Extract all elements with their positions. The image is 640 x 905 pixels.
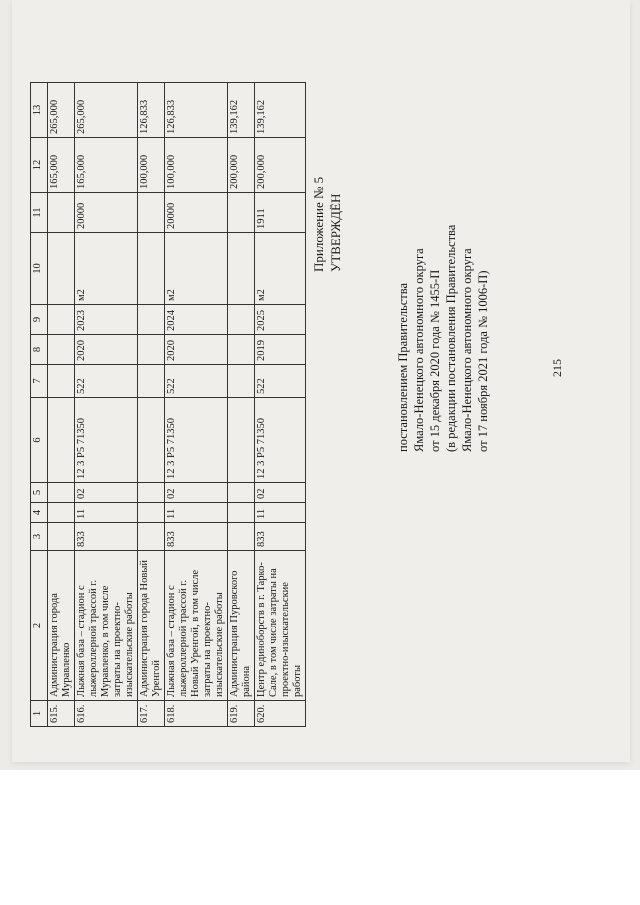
table-cell: 02 bbox=[165, 483, 228, 503]
table-cell: 2023 bbox=[75, 305, 138, 335]
table-row bbox=[255, 83, 306, 727]
table-cell: 833 bbox=[75, 523, 138, 551]
table-cell: 126,833 bbox=[165, 83, 228, 138]
column-number-cell: 6 bbox=[31, 398, 48, 483]
table-cell: 200,000 bbox=[255, 138, 306, 193]
table-cell: 11 bbox=[75, 503, 138, 523]
table-cell: 165,000 bbox=[75, 138, 138, 193]
approval-line: постановлением Правительства bbox=[396, 282, 410, 452]
row-number-cell: 616. bbox=[75, 701, 138, 727]
table-cell bbox=[228, 398, 255, 483]
table-cell: 265,000 bbox=[75, 83, 138, 138]
table-cell: 02 bbox=[75, 483, 138, 503]
table-cell bbox=[48, 523, 75, 551]
table-cell bbox=[48, 233, 75, 305]
row-number-cell: 618. bbox=[165, 701, 228, 727]
table-cell: 11 bbox=[165, 503, 228, 523]
table-cell bbox=[48, 503, 75, 523]
table-cell bbox=[48, 193, 75, 233]
table-cell: 20000 bbox=[165, 193, 228, 233]
table-cell: 12 3 P5 71350 bbox=[255, 398, 306, 483]
table-cell: м2 bbox=[165, 233, 228, 305]
column-number-cell: 4 bbox=[31, 503, 48, 523]
table-cell bbox=[228, 365, 255, 398]
table-row bbox=[48, 83, 75, 727]
table-cell: 02 bbox=[255, 483, 306, 503]
approval-line: (в редакции постановления Правительства bbox=[444, 224, 458, 452]
table-cell: м2 bbox=[255, 233, 306, 305]
table-cell bbox=[48, 365, 75, 398]
table-cell bbox=[228, 193, 255, 233]
name-cell: Администрация города Новый Уренгой bbox=[138, 551, 165, 701]
table-cell: 522 bbox=[255, 365, 306, 398]
table-cell: 100,000 bbox=[165, 138, 228, 193]
table-cell: 11 bbox=[255, 503, 306, 523]
name-cell: Администрация города Муравленко bbox=[48, 551, 75, 701]
column-number-cell: 10 bbox=[31, 233, 48, 305]
table-cell: 2024 bbox=[165, 305, 228, 335]
budget-table bbox=[30, 82, 306, 727]
table-cell bbox=[138, 193, 165, 233]
table-row bbox=[138, 83, 165, 727]
table-cell bbox=[138, 335, 165, 365]
table-row bbox=[75, 83, 138, 727]
table-cell: 265,000 bbox=[48, 83, 75, 138]
blank-margin bbox=[0, 770, 640, 905]
column-number-row bbox=[31, 83, 48, 727]
table-cell: 833 bbox=[255, 523, 306, 551]
table-cell: 522 bbox=[75, 365, 138, 398]
name-cell: Лыжная база – стадион с лыжероллерной трассой г. Муравленко, в том числе затраты на проектно-изыскательские работы bbox=[75, 551, 138, 701]
column-number-cell: 12 bbox=[31, 138, 48, 193]
row-number-cell: 619. bbox=[228, 701, 255, 727]
table-cell bbox=[138, 398, 165, 483]
table-cell: 2020 bbox=[165, 335, 228, 365]
table-cell bbox=[228, 305, 255, 335]
table-cell bbox=[228, 523, 255, 551]
approved-label: УТВЕРЖДЁН bbox=[328, 193, 343, 272]
name-cell: Администрация Пуровского района bbox=[228, 551, 255, 701]
table-cell: 165,000 bbox=[48, 138, 75, 193]
table-cell: 522 bbox=[165, 365, 228, 398]
row-number-cell: 617. bbox=[138, 701, 165, 727]
column-number-cell: 9 bbox=[31, 305, 48, 335]
column-number-cell: 8 bbox=[31, 335, 48, 365]
column-number-cell: 3 bbox=[31, 523, 48, 551]
table-cell: 12 3 P5 71350 bbox=[165, 398, 228, 483]
table-cell bbox=[138, 305, 165, 335]
row-number-cell: 615. bbox=[48, 701, 75, 727]
page-number: 215 bbox=[550, 359, 564, 377]
table-cell: м2 bbox=[75, 233, 138, 305]
table-cell: 100,000 bbox=[138, 138, 165, 193]
table-cell: 200,000 bbox=[228, 138, 255, 193]
table-cell: 139,162 bbox=[255, 83, 306, 138]
table-cell: 139,162 bbox=[228, 83, 255, 138]
rotated-page-content bbox=[20, 12, 620, 752]
column-number-cell: 2 bbox=[31, 551, 48, 701]
row-number-cell: 620. bbox=[255, 701, 306, 727]
approval-line: Ямало-Ненецкого автономного округа bbox=[460, 248, 474, 452]
table-cell: 833 bbox=[165, 523, 228, 551]
column-number-cell: 13 bbox=[31, 83, 48, 138]
table-cell bbox=[228, 483, 255, 503]
appendix-number: Приложение № 5 bbox=[311, 176, 326, 272]
table-cell bbox=[138, 523, 165, 551]
table-cell bbox=[138, 483, 165, 503]
table-cell: 2020 bbox=[75, 335, 138, 365]
table-cell: 2019 bbox=[255, 335, 306, 365]
column-number-cell: 5 bbox=[31, 483, 48, 503]
table-row bbox=[165, 83, 228, 727]
column-number-cell: 7 bbox=[31, 365, 48, 398]
table-cell bbox=[228, 233, 255, 305]
table-cell bbox=[48, 305, 75, 335]
approval-block bbox=[395, 225, 491, 452]
column-number-cell: 1 bbox=[31, 701, 48, 727]
name-cell: Центр единоборств в г. Тарко-Сале, в том числе затраты на проектно-изыскательские работы bbox=[255, 551, 306, 701]
table-cell bbox=[48, 398, 75, 483]
table-row bbox=[228, 83, 255, 727]
approval-line: от 15 декабря 2020 года № 1455-П bbox=[428, 269, 442, 452]
table-cell bbox=[48, 335, 75, 365]
column-number-cell: 11 bbox=[31, 193, 48, 233]
table-cell bbox=[138, 365, 165, 398]
table-cell bbox=[48, 483, 75, 503]
approval-line: от 17 ноября 2021 года № 1006-П) bbox=[476, 270, 490, 452]
table-cell: 1911 bbox=[255, 193, 306, 233]
table-cell bbox=[228, 503, 255, 523]
table-cell: 20000 bbox=[75, 193, 138, 233]
approval-line: Ямало-Ненецкого автономного округа bbox=[412, 248, 426, 452]
table-cell: 12 3 P5 71350 bbox=[75, 398, 138, 483]
table-cell bbox=[228, 335, 255, 365]
table-cell bbox=[138, 233, 165, 305]
table-cell: 2025 bbox=[255, 305, 306, 335]
appendix-heading bbox=[310, 177, 344, 272]
name-cell: Лыжная база – стадион с лыжероллерной трассой г. Новый Уренгой, в том числе затраты на проектно-изыскательские работы bbox=[165, 551, 228, 701]
table-cell: 126,833 bbox=[138, 83, 165, 138]
table-cell bbox=[138, 503, 165, 523]
